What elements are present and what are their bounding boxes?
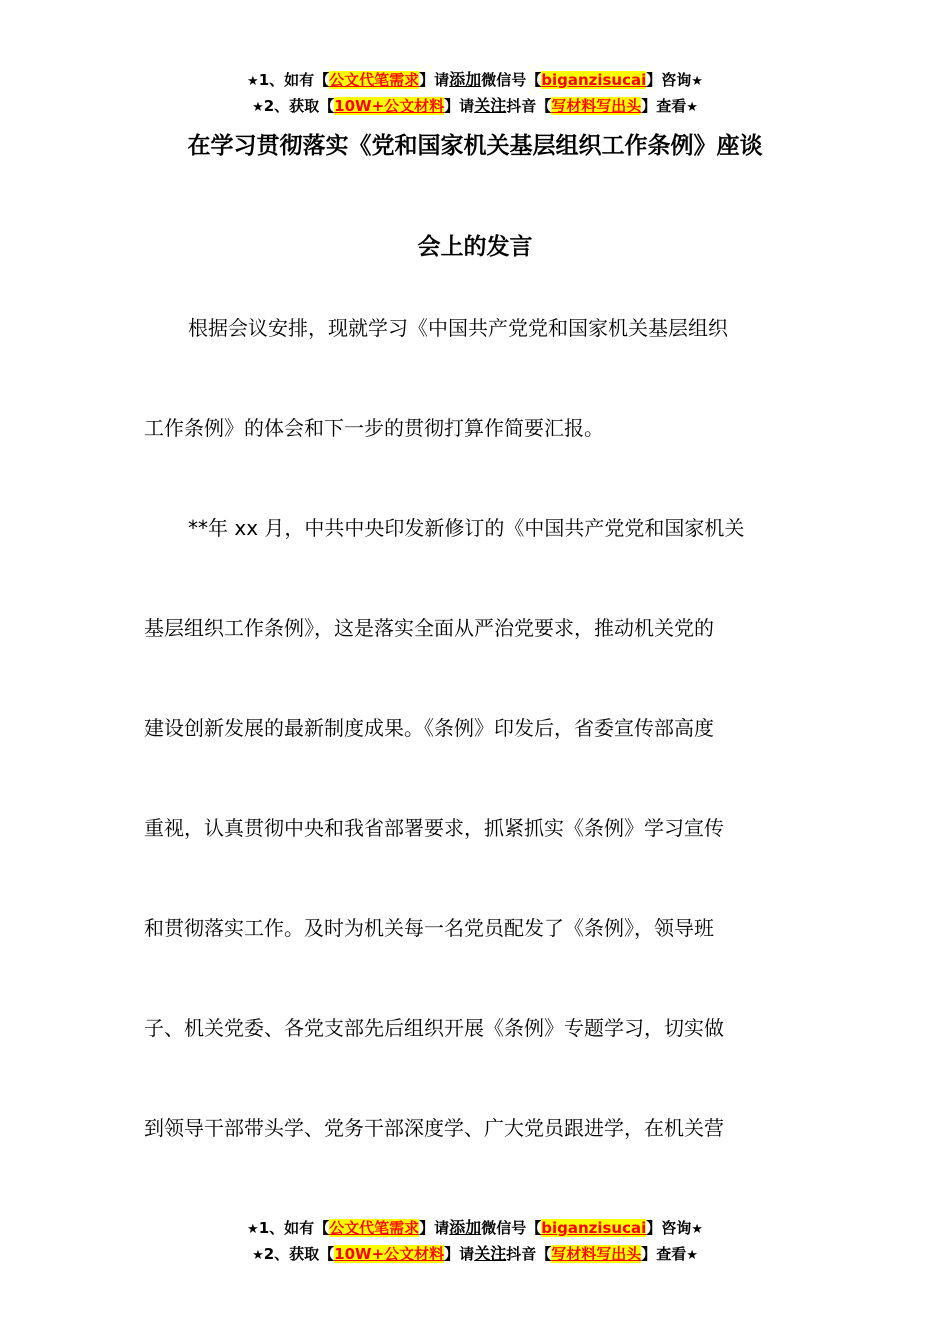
banner-line-2 xyxy=(0,94,950,120)
banner-text: 微信号【 xyxy=(481,71,542,89)
paragraph-line: 工作条例》的体会和下一步的贯彻打算作简要汇报。 xyxy=(144,416,604,440)
banner-text: 微信号【 xyxy=(481,1219,542,1237)
banner-text: 1、如有【 xyxy=(258,71,330,89)
paragraph-line: 和贯彻落实工作。及时为机关每一名党员配发了《条例》，领导班 xyxy=(144,916,714,940)
star-icon: ★ xyxy=(252,100,264,115)
banner-text: 】查看 xyxy=(641,97,687,115)
star-icon: ★ xyxy=(247,1222,259,1237)
document-body xyxy=(144,278,806,1178)
paragraph-line: 重视，认真贯彻中央和我省部署要求，抓紧抓实《条例》学习宣传 xyxy=(144,816,724,840)
highlighted-link[interactable]: 公文代笔需求 xyxy=(329,1219,420,1237)
highlighted-link[interactable]: 10W+公文材料 xyxy=(334,1245,445,1263)
emphasis-text: 添加 xyxy=(449,70,482,89)
paragraph-line: 子、机关党委、各党支部先后组织开展《条例》专题学习，切实做 xyxy=(144,1016,724,1040)
star-icon: ★ xyxy=(691,74,703,89)
banner-text: 】请 xyxy=(419,71,450,89)
highlighted-link[interactable]: 10W+公文材料 xyxy=(334,97,445,115)
banner-text: 2、获取【 xyxy=(263,1245,335,1263)
star-icon: ★ xyxy=(686,1248,698,1263)
banner-line-2 xyxy=(0,1242,950,1268)
emphasis-text: 关注 xyxy=(474,96,507,115)
banner-line-1 xyxy=(0,68,950,94)
paragraph-line: **年 xx 月，中共中央印发新修订的《中国共产党党和国家机关 xyxy=(188,516,745,540)
star-icon: ★ xyxy=(686,100,698,115)
star-icon: ★ xyxy=(247,74,259,89)
banner-text: 】请 xyxy=(419,1219,450,1237)
banner-line-1 xyxy=(0,1216,950,1242)
header-banner xyxy=(0,68,950,120)
banner-text: 2、获取【 xyxy=(263,97,335,115)
banner-text: 】咨询 xyxy=(646,71,692,89)
highlighted-link[interactable]: biganzisucai xyxy=(541,71,647,89)
banner-text: 抖音【 xyxy=(506,1245,552,1263)
banner-text: 1、如有【 xyxy=(258,1219,330,1237)
emphasis-text: 添加 xyxy=(449,1218,482,1237)
paragraph-line: 基层组织工作条例》，这是落实全面从严治党要求，推动机关党的 xyxy=(144,616,714,640)
document-title-line-2: 会上的发言 xyxy=(417,234,533,260)
document-title-line-1: 在学习贯彻落实《党和国家机关基层组织工作条例》座谈 xyxy=(187,133,763,159)
highlighted-link[interactable]: 写材料写出头 xyxy=(551,1245,642,1263)
highlighted-link[interactable]: 写材料写出头 xyxy=(551,97,642,115)
banner-text: 】查看 xyxy=(641,1245,687,1263)
banner-text: 】请 xyxy=(444,97,475,115)
emphasis-text: 关注 xyxy=(474,1244,507,1263)
star-icon: ★ xyxy=(691,1222,703,1237)
banner-text: 抖音【 xyxy=(506,97,552,115)
banner-text: 】咨询 xyxy=(646,1219,692,1237)
paragraph-line: 到领导干部带头学、党务干部深度学、广大党员跟进学，在机关营 xyxy=(144,1116,724,1140)
star-icon: ★ xyxy=(252,1248,264,1263)
highlighted-link[interactable]: 公文代笔需求 xyxy=(329,71,420,89)
paragraph-line: 根据会议安排，现就学习《中国共产党党和国家机关基层组织 xyxy=(188,316,728,340)
footer-banner xyxy=(0,1216,950,1268)
paragraph-line: 建设创新发展的最新制度成果。《条例》印发后，省委宣传部高度 xyxy=(144,716,714,740)
highlighted-link[interactable]: biganzisucai xyxy=(541,1219,647,1237)
banner-text: 】请 xyxy=(444,1245,475,1263)
